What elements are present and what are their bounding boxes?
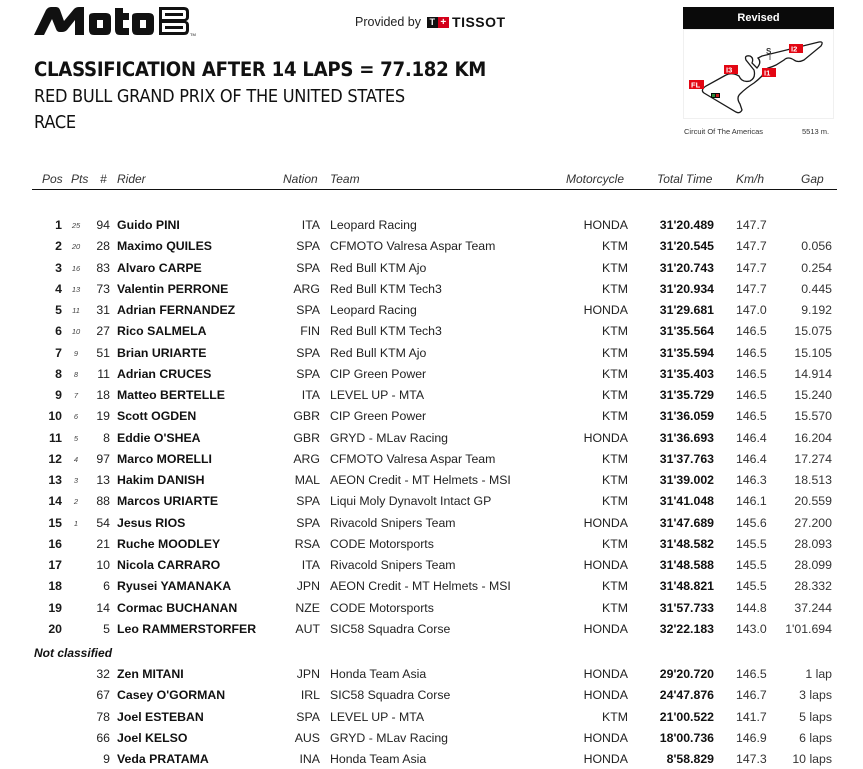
row-rider-number: 94 <box>96 218 110 232</box>
row-nation: ITA <box>301 558 320 572</box>
row-speed: 146.5 <box>736 388 767 402</box>
row-rider-number: 54 <box>96 515 110 530</box>
col-header-motorcycle: Motorcycle <box>566 172 625 186</box>
svg-text:S: S <box>766 47 772 56</box>
row-motorcycle: KTM <box>602 600 628 615</box>
row-total-time: 32'22.183 <box>659 621 714 636</box>
row-points: 8 <box>73 369 79 379</box>
row-position: 15 <box>48 515 62 530</box>
table-row <box>0 601 863 622</box>
row-position: 2 <box>55 239 62 254</box>
row-nation: MAL <box>294 473 320 487</box>
row-position: 7 <box>55 345 62 360</box>
row-speed: 146.3 <box>736 473 767 487</box>
row-total-time: 31'35.403 <box>659 366 714 381</box>
row-nation: JPN <box>296 579 320 594</box>
row-motorcycle: HONDA <box>583 730 628 745</box>
page-title: CLASSIFICATION AFTER 14 LAPS = 77.182 KM <box>34 58 487 81</box>
row-position: 4 <box>55 281 62 296</box>
row-total-time: 29'20.720 <box>659 667 714 681</box>
row-nation: SPA <box>296 260 320 275</box>
row-gap: 1'01.694 <box>785 621 832 636</box>
row-motorcycle: KTM <box>602 366 628 381</box>
row-rider-number: 9 <box>103 752 110 766</box>
not-classified-row <box>0 688 863 709</box>
row-rider-number: 13 <box>96 473 110 487</box>
row-total-time: 31'20.743 <box>659 260 714 275</box>
row-team: Red Bull KTM Ajo <box>330 260 427 275</box>
row-motorcycle: HONDA <box>583 667 628 681</box>
row-total-time: 31'48.582 <box>659 536 714 551</box>
row-rider-name: Veda PRATAMA <box>117 752 209 766</box>
circuit-name: Circuit Of The Americas <box>684 127 764 136</box>
row-speed: 145.6 <box>736 515 767 530</box>
row-nation: ARG <box>293 281 320 296</box>
row-motorcycle: KTM <box>602 239 628 254</box>
row-rider-name: Nicola CARRARO <box>117 558 221 572</box>
svg-text:I1: I1 <box>764 68 771 78</box>
row-gap: 0.254 <box>801 260 832 275</box>
row-nation: ITA <box>301 218 320 232</box>
row-gap: 28.093 <box>794 536 832 551</box>
row-team: Honda Team Asia <box>330 752 427 766</box>
row-position: 12 <box>48 451 62 466</box>
row-motorcycle: KTM <box>602 473 628 487</box>
col-header-nation: Nation <box>283 172 318 186</box>
track-map-panel <box>683 7 834 119</box>
sponsor-name: TISSOT <box>452 14 506 30</box>
table-row <box>0 431 863 452</box>
row-speed: 145.5 <box>736 579 767 594</box>
row-motorcycle: KTM <box>602 324 628 339</box>
row-gap: 15.240 <box>794 388 832 402</box>
row-team: Red Bull KTM Tech3 <box>330 281 442 296</box>
table-row <box>0 452 863 473</box>
table-row <box>0 303 863 324</box>
row-speed: 145.5 <box>736 558 767 572</box>
row-rider-name: Hakim DANISH <box>117 473 205 487</box>
row-points: 4 <box>73 454 79 464</box>
not-classified-row <box>0 710 863 731</box>
row-rider-number: 10 <box>96 558 110 572</box>
moto3-logo <box>32 4 197 38</box>
not-classified-label: Not classified <box>34 646 113 660</box>
row-rider-name: Adrian FERNANDEZ <box>117 303 236 317</box>
row-gap: 14.914 <box>794 366 832 381</box>
row-total-time: 31'35.729 <box>659 388 714 402</box>
svg-text:FL: FL <box>691 80 701 90</box>
col-header-pos: Pos <box>42 172 63 186</box>
row-total-time: 31'20.934 <box>659 281 714 296</box>
row-nation: NZE <box>295 600 320 615</box>
row-total-time: 31'57.733 <box>659 600 714 615</box>
col-header-total-time: Total Time <box>657 172 713 186</box>
table-row <box>0 324 863 345</box>
row-speed: 146.4 <box>736 430 767 445</box>
row-rider-number: 5 <box>103 621 110 636</box>
row-total-time: 31'48.821 <box>659 579 714 594</box>
row-rider-number: 97 <box>96 451 110 466</box>
row-motorcycle: HONDA <box>583 558 628 572</box>
row-nation: GBR <box>293 430 320 445</box>
row-nation: FIN <box>300 324 320 339</box>
row-team: SIC58 Squadra Corse <box>330 621 451 636</box>
row-speed: 146.4 <box>736 451 767 466</box>
row-team: CODE Motorsports <box>330 536 434 551</box>
row-gap: 5 laps <box>799 709 832 724</box>
row-rider-name: Ruche MOODLEY <box>117 536 221 551</box>
row-nation: JPN <box>296 667 320 681</box>
row-nation: SPA <box>296 515 320 530</box>
row-position: 19 <box>48 600 62 615</box>
row-rider-name: Adrian CRUCES <box>117 366 212 381</box>
row-team: AEON Credit - MT Helmets - MSI <box>330 579 511 594</box>
row-motorcycle: KTM <box>602 451 628 466</box>
row-gap: 28.099 <box>794 558 832 572</box>
row-speed: 146.5 <box>736 409 767 424</box>
row-rider-number: 18 <box>96 388 110 402</box>
row-motorcycle: KTM <box>602 709 628 724</box>
row-team: Liqui Moly Dynavolt Intact GP <box>330 494 492 509</box>
row-motorcycle: KTM <box>602 494 628 509</box>
row-total-time: 31'37.763 <box>659 451 714 466</box>
row-team: CFMOTO Valresa Aspar Team <box>330 451 496 466</box>
row-team: Leopard Racing <box>330 303 417 317</box>
row-total-time: 18'00.736 <box>659 730 714 745</box>
row-motorcycle: HONDA <box>583 515 628 530</box>
row-rider-name: Brian URIARTE <box>117 345 207 360</box>
track-map <box>683 29 834 119</box>
row-nation: AUT <box>295 621 320 636</box>
row-nation: RSA <box>294 536 320 551</box>
row-total-time: 31'35.594 <box>659 345 714 360</box>
row-team: CFMOTO Valresa Aspar Team <box>330 239 496 254</box>
row-motorcycle: KTM <box>602 536 628 551</box>
row-rider-number: 28 <box>96 239 110 254</box>
row-team: Rivacold Snipers Team <box>330 515 456 530</box>
row-nation: SPA <box>296 366 320 381</box>
row-team: GRYD - MLav Racing <box>330 430 448 445</box>
row-total-time: 21'00.522 <box>659 709 714 724</box>
row-total-time: 31'20.489 <box>659 218 714 232</box>
row-speed: 147.7 <box>736 281 767 296</box>
table-row <box>0 579 863 600</box>
row-team: CIP Green Power <box>330 366 427 381</box>
row-gap: 27.200 <box>794 515 832 530</box>
row-rider-name: Joel ESTEBAN <box>117 709 204 724</box>
row-points: 7 <box>73 391 79 400</box>
table-row <box>0 388 863 409</box>
row-rider-name: Guido PINI <box>117 218 180 232</box>
row-rider-name: Casey O'GORMAN <box>117 688 226 703</box>
row-rider-name: Zen MITANI <box>117 667 184 681</box>
col-header-pts: Pts <box>71 172 89 186</box>
row-team: AEON Credit - MT Helmets - MSI <box>330 473 511 487</box>
row-position: 16 <box>48 536 62 551</box>
row-motorcycle: KTM <box>602 345 628 360</box>
table-row <box>0 367 863 388</box>
row-motorcycle: KTM <box>602 281 628 296</box>
col-header-num: # <box>100 172 107 186</box>
row-rider-number: 51 <box>96 345 110 360</box>
row-rider-name: Maximo QUILES <box>117 239 212 254</box>
row-speed: 146.7 <box>736 688 767 703</box>
row-motorcycle: HONDA <box>583 752 628 766</box>
sponsor-credit <box>355 14 506 30</box>
table-row <box>0 239 863 260</box>
row-nation: IRL <box>300 688 320 703</box>
row-speed: 141.7 <box>736 709 767 724</box>
row-speed: 145.5 <box>736 536 767 551</box>
row-motorcycle: HONDA <box>583 303 628 317</box>
row-total-time: 31'20.545 <box>659 239 714 254</box>
row-gap: 6 laps <box>799 730 832 745</box>
row-gap: 15.570 <box>794 409 832 424</box>
row-speed: 146.5 <box>736 345 767 360</box>
row-rider-name: Valentin PERRONE <box>117 281 229 296</box>
row-rider-name: Cormac BUCHANAN <box>117 600 238 615</box>
row-total-time: 31'36.693 <box>659 430 714 445</box>
row-motorcycle: HONDA <box>583 621 628 636</box>
row-nation: INA <box>299 752 320 766</box>
row-gap: 16.204 <box>794 430 832 445</box>
row-team: SIC58 Squadra Corse <box>330 688 451 703</box>
row-rider-name: Ryusei YAMANAKA <box>117 579 232 594</box>
row-gap: 15.075 <box>794 324 832 339</box>
row-nation: ITA <box>301 388 320 402</box>
row-team: GRYD - MLav Racing <box>330 730 448 745</box>
row-speed: 147.7 <box>736 260 767 275</box>
row-points: 16 <box>71 263 81 273</box>
row-team: Rivacold Snipers Team <box>330 558 456 572</box>
row-speed: 146.1 <box>736 494 767 509</box>
row-total-time: 31'47.689 <box>659 515 714 530</box>
row-rider-number: 14 <box>96 600 110 615</box>
row-nation: SPA <box>296 345 320 360</box>
row-position: 3 <box>55 260 62 275</box>
row-position: 8 <box>55 366 62 381</box>
row-position: 5 <box>55 303 62 317</box>
row-rider-number: 31 <box>96 303 110 317</box>
table-row <box>0 516 863 537</box>
row-points: 25 <box>71 221 81 230</box>
row-motorcycle: KTM <box>602 579 628 594</box>
row-points: 20 <box>71 242 81 252</box>
row-rider-number: 21 <box>96 536 110 551</box>
row-team: Red Bull KTM Ajo <box>330 345 427 360</box>
row-motorcycle: KTM <box>602 260 628 275</box>
row-rider-name: Marcos URIARTE <box>117 494 219 509</box>
row-team: LEVEL UP - MTA <box>330 388 425 402</box>
row-gap: 3 laps <box>799 688 832 703</box>
row-position: 13 <box>48 473 62 487</box>
row-speed: 143.0 <box>736 621 767 636</box>
row-position: 9 <box>55 388 62 402</box>
row-nation: SPA <box>296 303 320 317</box>
row-rider-number: 8 <box>103 430 110 445</box>
row-team: CIP Green Power <box>330 409 427 424</box>
row-rider-name: Rico SALMELA <box>117 324 207 339</box>
row-nation: AUS <box>294 730 320 745</box>
row-rider-name: Matteo BERTELLE <box>117 388 225 402</box>
row-rider-number: 11 <box>97 366 110 381</box>
session-name: RACE <box>34 112 76 133</box>
not-classified-row <box>0 667 863 688</box>
row-points: 3 <box>73 476 79 485</box>
row-rider-number: 6 <box>103 579 110 594</box>
row-total-time: 31'48.588 <box>659 558 714 572</box>
row-points: 10 <box>71 327 81 337</box>
col-header-rider: Rider <box>117 172 146 186</box>
row-rider-name: Eddie O'SHEA <box>117 430 201 445</box>
row-speed: 146.5 <box>736 324 767 339</box>
row-speed: 146.5 <box>736 667 767 681</box>
table-row <box>0 409 863 430</box>
row-position: 14 <box>48 494 62 509</box>
circuit-layout-icon <box>684 30 835 120</box>
not-classified-row <box>0 752 863 769</box>
table-row <box>0 558 863 579</box>
row-position: 17 <box>48 558 62 572</box>
row-gap: 28.332 <box>794 579 832 594</box>
row-position: 20 <box>48 621 62 636</box>
row-rider-number: 78 <box>96 709 110 724</box>
row-points: 11 <box>72 306 80 315</box>
row-speed: 146.5 <box>736 366 767 381</box>
row-position: 6 <box>55 324 62 339</box>
row-rider-number: 83 <box>96 260 110 275</box>
row-motorcycle: HONDA <box>583 430 628 445</box>
row-gap: 20.559 <box>794 494 832 509</box>
svg-text:I2: I2 <box>791 44 798 54</box>
row-rider-number: 66 <box>96 730 110 745</box>
row-gap: 10 laps <box>792 752 832 766</box>
table-row <box>0 622 863 643</box>
revised-badge: Revised <box>683 7 834 29</box>
row-team: Leopard Racing <box>330 218 417 232</box>
row-gap: 0.056 <box>801 239 832 254</box>
row-speed: 147.0 <box>736 303 767 317</box>
row-rider-number: 67 <box>96 688 110 703</box>
row-points: 13 <box>71 284 81 294</box>
row-motorcycle: KTM <box>602 388 628 402</box>
row-rider-name: Leo RAMMERSTORFER <box>117 621 257 636</box>
row-motorcycle: HONDA <box>583 688 628 703</box>
row-gap: 18.513 <box>794 473 832 487</box>
table-row <box>0 494 863 515</box>
row-motorcycle: HONDA <box>583 218 628 232</box>
row-speed: 147.7 <box>736 239 767 254</box>
table-row <box>0 282 863 303</box>
row-team: Red Bull KTM Tech3 <box>330 324 442 339</box>
row-rider-number: 73 <box>96 281 110 296</box>
row-gap: 0.445 <box>801 281 832 296</box>
table-row <box>0 346 863 367</box>
row-total-time: 31'39.002 <box>659 473 714 487</box>
event-name: RED BULL GRAND PRIX OF THE UNITED STATES <box>34 86 405 107</box>
tissot-cross-icon: T + <box>427 17 449 28</box>
row-speed: 146.9 <box>736 730 767 745</box>
row-gap: 9.192 <box>801 303 832 317</box>
row-team: LEVEL UP - MTA <box>330 709 425 724</box>
row-rider-name: Jesus RIOS <box>117 515 186 530</box>
row-rider-number: 27 <box>96 324 110 339</box>
col-header-team: Team <box>330 172 360 186</box>
row-points: 2 <box>73 497 79 507</box>
row-total-time: 24'47.876 <box>659 688 714 703</box>
row-total-time: 31'35.564 <box>659 324 714 339</box>
circuit-length: 5513 m. <box>802 127 830 136</box>
not-classified-row <box>0 731 863 752</box>
row-nation: GBR <box>293 409 320 424</box>
row-rider-name: Scott OGDEN <box>117 409 197 424</box>
row-nation: SPA <box>296 709 320 724</box>
table-row <box>0 218 863 239</box>
row-rider-number: 88 <box>96 494 110 509</box>
row-position: 1 <box>55 218 62 232</box>
row-rider-number: 19 <box>96 409 110 424</box>
row-points: 6 <box>73 412 79 422</box>
svg-text:I3: I3 <box>726 65 733 75</box>
row-team: CODE Motorsports <box>330 600 434 615</box>
row-position: 11 <box>49 430 62 445</box>
table-row <box>0 537 863 558</box>
row-rider-name: Joel KELSO <box>117 730 188 745</box>
row-position: 10 <box>48 409 62 424</box>
row-speed: 147.7 <box>736 218 767 232</box>
row-total-time: 31'41.048 <box>659 494 714 509</box>
col-header-gap: Gap <box>801 172 824 186</box>
row-speed: 147.3 <box>736 752 767 766</box>
row-rider-number: 32 <box>96 667 110 681</box>
row-position: 18 <box>48 579 62 594</box>
row-total-time: 31'36.059 <box>659 409 714 424</box>
row-speed: 144.8 <box>736 600 767 615</box>
row-gap: 37.244 <box>794 600 832 615</box>
table-row <box>0 473 863 494</box>
row-team: Honda Team Asia <box>330 667 427 681</box>
row-rider-name: Alvaro CARPE <box>117 260 202 275</box>
provided-by-label: Provided by <box>355 15 422 29</box>
row-motorcycle: KTM <box>602 409 628 424</box>
tissot-logo <box>427 14 506 30</box>
row-gap: 1 lap <box>805 667 832 681</box>
row-nation: SPA <box>296 239 320 254</box>
row-rider-name: Marco MORELLI <box>117 451 212 466</box>
header-divider <box>32 189 837 190</box>
row-total-time: 8'58.829 <box>666 752 714 766</box>
row-nation: SPA <box>296 494 320 509</box>
row-points: 5 <box>73 433 79 443</box>
row-total-time: 31'29.681 <box>659 303 714 317</box>
row-gap: 15.105 <box>794 345 832 360</box>
svg-text:TM: TM <box>190 32 196 37</box>
row-nation: ARG <box>293 451 320 466</box>
col-header-kmh: Km/h <box>736 172 765 186</box>
table-row <box>0 261 863 282</box>
row-gap: 17.274 <box>794 451 832 466</box>
row-points: 9 <box>73 348 79 358</box>
row-points: 1 <box>73 518 79 528</box>
